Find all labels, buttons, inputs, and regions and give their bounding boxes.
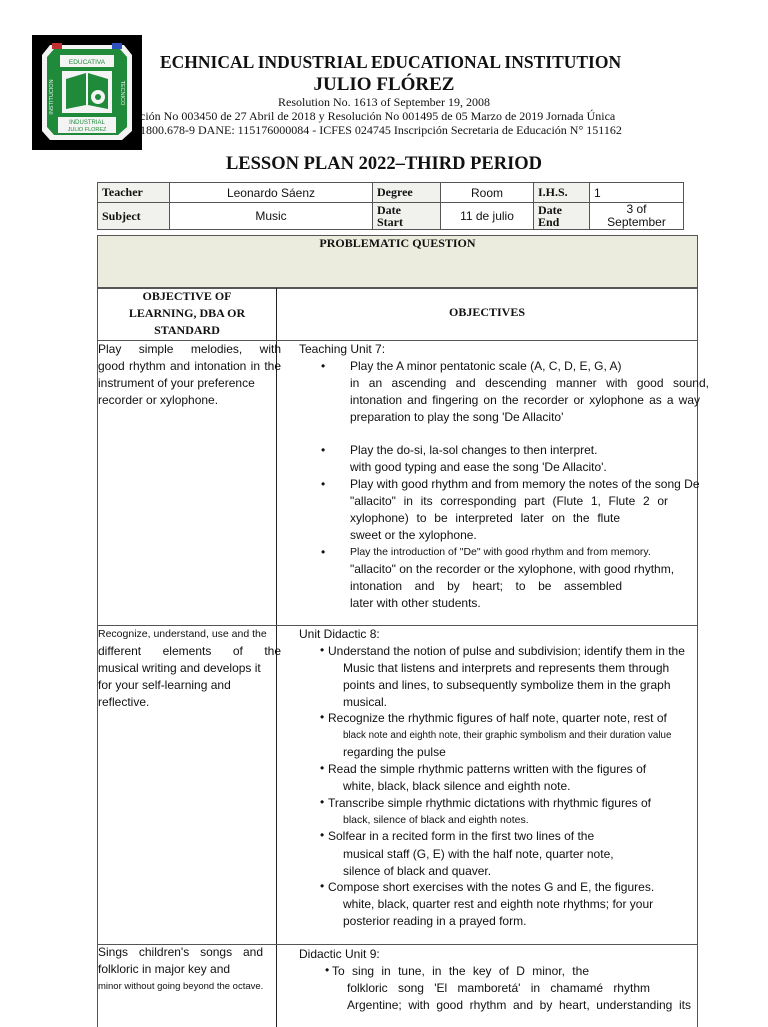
row-1-item-1-line: intonation and fingering on the recorder or xylophone as a way bbox=[350, 393, 700, 407]
svg-text:EDUCATIVA: EDUCATIVA bbox=[68, 59, 106, 66]
problematic-question-label: PROBLEMATIC QUESTION bbox=[319, 236, 476, 250]
bullet-icon: • bbox=[320, 828, 325, 842]
svg-text:JULIO FLOREZ: JULIO FLOREZ bbox=[67, 127, 107, 133]
row-2-item-4-line: black, silence of black and eighth notes. bbox=[343, 814, 529, 826]
row-1-item-3-line: "allacito" in its corresponding part (Flute 1, Flute 2 or bbox=[350, 494, 668, 508]
bullet-icon: • bbox=[320, 643, 325, 657]
standard-line: minor without going beyond the octave. bbox=[98, 981, 264, 992]
standard-line: for your self-learning and bbox=[98, 678, 231, 692]
date-end-value-1: 3 of bbox=[626, 202, 647, 216]
institution-subname: JULIO FLÓREZ bbox=[313, 74, 455, 95]
svg-text:INSTITUCION: INSTITUCION bbox=[49, 79, 55, 115]
row-2-item-4-line: Transcribe simple rhythmic dictations with rhythmic figures of bbox=[328, 796, 651, 810]
bullet-icon: • bbox=[321, 545, 326, 559]
row-2-item-1-line: Music that listens and interprets and represents them through bbox=[343, 661, 670, 675]
standard-line: different elements of the bbox=[98, 644, 281, 658]
row-2-standard bbox=[98, 626, 281, 711]
standard-line: musical writing and develops it bbox=[98, 661, 261, 675]
teacher-value: Leonardo Sáenz bbox=[170, 183, 373, 203]
date-end-label-1: Date bbox=[538, 203, 562, 217]
date-start-label-1: Date bbox=[377, 203, 401, 217]
bullet-icon: • bbox=[321, 443, 326, 457]
date-end-label bbox=[534, 203, 590, 230]
standard-line: recorder or xylophone. bbox=[98, 393, 219, 407]
row-1-standard bbox=[98, 341, 281, 409]
subject-value: Music bbox=[170, 203, 373, 230]
row-2-item-2-line: Recognize the rhythmic figures of half note, quarter note, rest of bbox=[328, 711, 667, 725]
column-header-objective-line: STANDARD bbox=[154, 323, 220, 337]
row-2-item-2-line: black note and eighth note, their graphic symbolism and their duration value bbox=[343, 730, 672, 741]
bullet-icon: • bbox=[320, 795, 325, 809]
row-2-item-3-line: Read the simple rhythmic patterns written with the figures of bbox=[328, 762, 647, 776]
row-3-item-1-line: Argentine; with good rhythm and by heart, understanding its bbox=[347, 998, 691, 1012]
standard-line: Play simple melodies, with bbox=[98, 342, 281, 356]
row-2-item-6-line: posterior reading in a prayed form. bbox=[343, 914, 527, 928]
standard-line: Sings children's songs and bbox=[98, 945, 263, 959]
standard-line: good rhythm and intonation in the bbox=[98, 359, 281, 373]
row-2-item-6-line: Compose short exercises with the notes G and E, the figures. bbox=[328, 880, 655, 894]
row-1-item-3-line: Play with good rhythm and from memory the notes of the song De bbox=[350, 477, 700, 491]
degree-value: Room bbox=[441, 183, 534, 203]
row-1-item-4-line: later with other students. bbox=[350, 596, 481, 610]
row-1-item-4-line: Play the introduction of "De" with good rhythm and from memory. bbox=[350, 546, 651, 558]
row-3-standard bbox=[98, 944, 263, 995]
standard-line: instrument of your preference bbox=[98, 376, 255, 390]
bullet-icon: • bbox=[320, 710, 325, 724]
row-3-unit: Didactic Unit 9: bbox=[299, 947, 380, 961]
row-1-item-2-line: Play the do-si, la-sol changes to then interpret. bbox=[350, 443, 598, 457]
row-1-item-4-line: "allacito" on the recorder or the xylophone, with good rhythm, bbox=[350, 562, 675, 576]
row-2-unit: Unit Didactic 8: bbox=[299, 627, 380, 641]
document-title: LESSON PLAN 2022–THIRD PERIOD bbox=[225, 154, 543, 174]
column-header-objective-line: LEARNING, DBA OR bbox=[128, 306, 246, 320]
bullet-icon: • bbox=[320, 761, 325, 775]
row-1-item-3-line: xylophone) to be interpreted later on the flute bbox=[350, 511, 620, 525]
row-2-item-3-line: white, black, black silence and eighth note. bbox=[343, 779, 571, 793]
row-1-item-1-line: Play the A minor pentatonic scale (A, C, D, E, G, A) bbox=[350, 359, 622, 373]
date-start-label bbox=[373, 203, 441, 230]
svg-text:TECNICO: TECNICO bbox=[119, 80, 125, 106]
row-1-item-2-line: with good typing and ease the song 'De Allacito'. bbox=[350, 460, 607, 474]
date-end-label-2: End bbox=[538, 215, 560, 229]
subject-label: Subject bbox=[98, 203, 170, 230]
row-1-item-3-line: sweet or the xylophone. bbox=[350, 528, 477, 542]
institution-name: ECHNICAL INDUSTRIAL EDUCATIONAL INSTITUTION bbox=[160, 52, 622, 72]
resolution-line-3: 1800.678-9 DANE: 115176000084 - ICFES 024745 Inscripción Secretaria de Educación N° 151162 bbox=[140, 123, 622, 137]
row-1-item-4-line: intonation and by heart; to be assembled bbox=[350, 579, 622, 593]
problematic-question-box bbox=[97, 235, 698, 289]
date-start-value: 11 de julio bbox=[441, 203, 534, 230]
standard-line: Recognize, understand, use and the bbox=[98, 628, 267, 640]
row-2-item-5-line: silence of black and quaver. bbox=[343, 864, 492, 878]
date-end-value bbox=[590, 203, 684, 230]
degree-label: Degree bbox=[373, 183, 441, 203]
row-2-item-2-line: regarding the pulse bbox=[343, 745, 446, 759]
svg-text:INDUSTRIAL: INDUSTRIAL bbox=[69, 120, 105, 126]
objectives-table bbox=[97, 287, 709, 1027]
column-header-objectives: OBJECTIVES bbox=[448, 305, 526, 319]
row-2-item-5-line: Solfear in a recited form in the first two lines of the bbox=[328, 829, 595, 843]
row-2-item-5-line: musical staff (G, E) with the half note, quarter note, bbox=[343, 847, 614, 861]
date-end-value-2: September bbox=[607, 215, 666, 229]
standard-line: folkloric in major key and bbox=[98, 962, 231, 976]
row-3-item-1-line: To sing in tune, in the key of D minor, the bbox=[332, 964, 589, 978]
bullet-icon: • bbox=[321, 359, 326, 373]
row-2-item-1-line: Understand the notion of pulse and subdivision; identify them in the bbox=[328, 644, 685, 658]
column-header-objective-line: OBJECTIVE OF bbox=[142, 289, 232, 303]
row-1-unit: Teaching Unit 7: bbox=[299, 342, 386, 356]
bullet-icon: • bbox=[325, 963, 330, 977]
info-table bbox=[97, 182, 684, 230]
row-1-item-1-line: in an ascending and descending manner with good sound, bbox=[350, 376, 709, 390]
resolution-line-2: ción No 003450 de 27 Abril de 2018 y Resolución No 001495 de 05 Marzo de 2019 Jornada Única bbox=[140, 109, 616, 123]
row-1-item-1-line: preparation to play the song 'De Allacito' bbox=[350, 410, 564, 424]
ihs-label: I.H.S. bbox=[534, 183, 590, 203]
standard-line: reflective. bbox=[98, 695, 150, 709]
row-2-item-6-line: white, black, quarter rest and eighth note rhythms; for your bbox=[343, 897, 654, 911]
column-header-objective bbox=[98, 288, 276, 339]
ihs-value: 1 bbox=[590, 183, 684, 203]
bullet-icon: • bbox=[320, 879, 325, 893]
teacher-label: Teacher bbox=[98, 183, 170, 203]
row-3-item-1-line: folkloric song 'El mamboretá' in chamamé rhythm bbox=[347, 981, 650, 995]
bullet-icon: • bbox=[321, 477, 326, 491]
resolution-line-1: Resolution No. 1613 of September 19, 2008 bbox=[278, 95, 490, 109]
date-start-label-2: Start bbox=[377, 215, 403, 229]
row-2-item-1-line: points and lines, to subsequently symbolize them in the graph bbox=[343, 678, 671, 692]
row-2-item-1-line: musical. bbox=[343, 695, 388, 709]
